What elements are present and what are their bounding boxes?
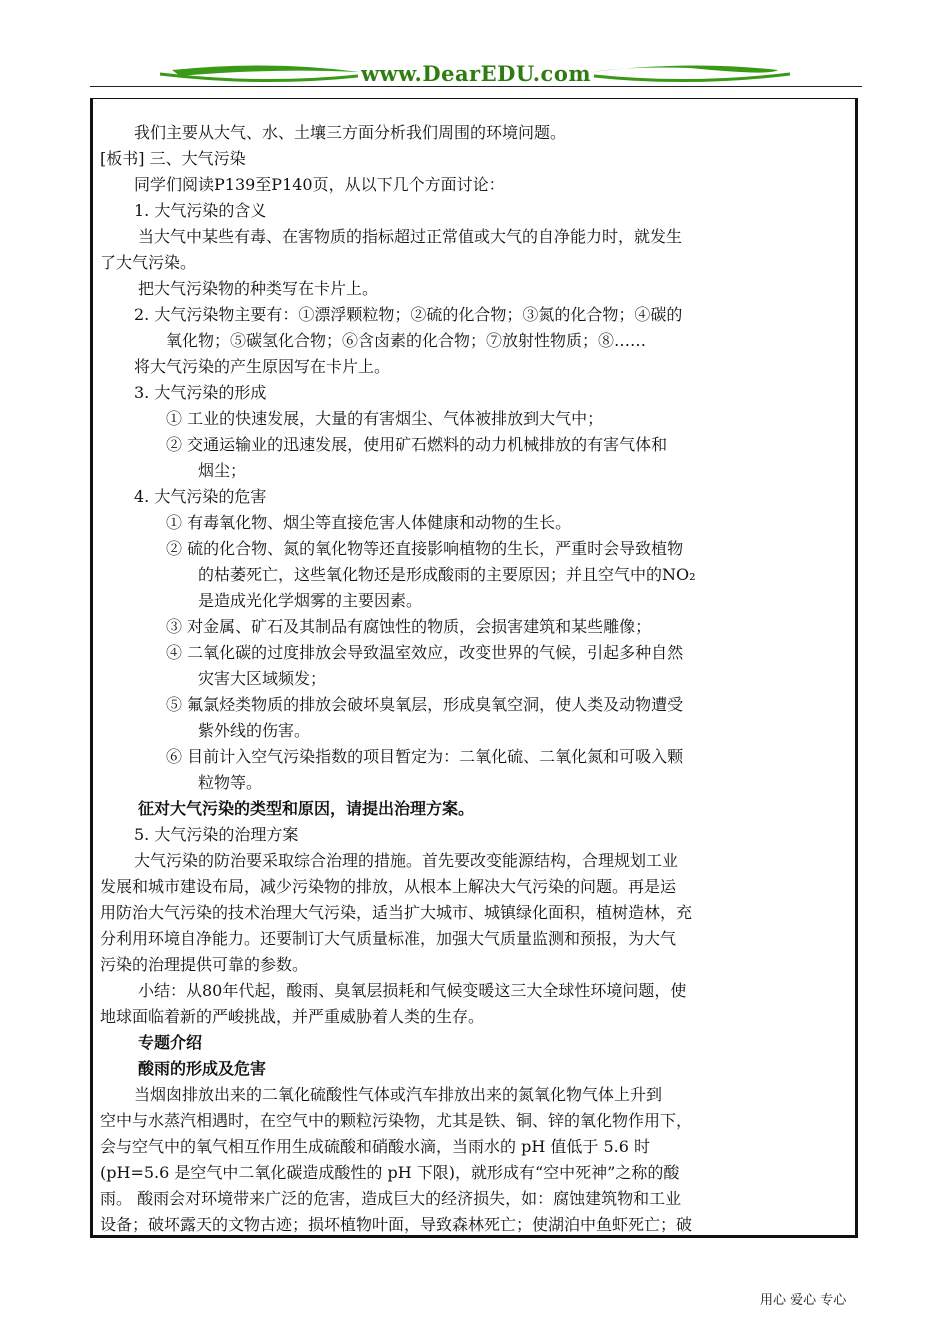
paragraph-line: (pH=5.6 是空气中二氧化碳造成酸性的 pH 下限)，就形成有“空中死神”之称的酸 [100,1163,680,1182]
list-heading: 3. 大气污染的形成 [134,383,267,402]
list-item-continuation: 紫外线的伤害。 [198,721,311,740]
header-rule [90,86,862,87]
list-heading: 2. 大气污染物主要有：①漂浮颗粒物；②硫的化合物；③氮的化合物；④碳的 [134,305,683,324]
section-heading: [板书] 三、大气污染 [100,149,246,168]
paragraph-line: 当烟囱排放出来的二氧化硫酸性气体或汽车排放出来的氮氧化物气体上升到 [134,1085,663,1104]
text-line: 同学们阅读P139至P140页，从以下几个方面讨论： [134,175,505,194]
text-line: 我们主要从大气、水、土壤三方面分析我们周围的环境问题。 [134,123,567,142]
text-line: 氧化物；⑤碳氢化合物；⑥含卤素的化合物；⑦放射性物质；⑧…… [166,331,647,350]
list-heading: 5. 大气污染的治理方案 [134,825,299,844]
list-item: ⑥ 目前计入空气污染指数的项目暂定为：二氧化硫、二氧化氮和可吸入颗 [166,747,684,766]
paragraph-line: 空中与水蒸汽相遇时，在空气中的颗粒污染物，尤其是铁、铜、锌的氧化物作用下， [100,1111,693,1130]
paragraph-line: 设备；破坏露天的文物古迹；损坏植物叶面，导致森林死亡；使湖泊中鱼虾死亡；破 [100,1215,693,1234]
topic-heading: 专题介绍 [138,1033,203,1052]
summary-line: 小结：从80年代起，酸雨、臭氧层损耗和气候变暖这三大全球性环境问题，使 [138,981,687,1000]
text-line: 当大气中某些有毒、在害物质的指标超过正常值或大气的自净能力时，就发生 [138,227,683,246]
footer-motto: 用心 爱心 专心 [760,1293,847,1308]
list-item: ① 有毒氧化物、烟尘等直接危害人体健康和动物的生长。 [166,513,572,532]
summary-line: 地球面临着新的严峻挑战，并严重威胁着人类的生存。 [100,1007,485,1026]
list-item: ④ 二氧化碳的过度排放会导致温室效应，改变世界的气候，引起多种自然 [166,643,684,662]
text-line: 了大气污染。 [100,253,197,272]
list-item-continuation: 烟尘； [198,461,247,480]
paragraph-line: 发展和城市建设布局，减少污染物的排放，从根本上解决大气污染的问题。再是运 [100,877,677,896]
list-item: ⑤ 氟氯烃类物质的排放会破坏臭氧层，形成臭氧空洞，使人类及动物遭受 [166,695,684,714]
text-line: 将大气污染的产生原因写在卡片上。 [134,357,391,376]
list-item: ② 硫的化合物、氮的氧化物等还直接影响植物的生长，严重时会导致植物 [166,539,684,558]
list-heading: 4. 大气污染的危害 [134,487,267,506]
list-item: ③ 对金属、矿石及其制品有腐蚀性的物质，会损害建筑和某些雕像； [166,617,652,636]
bold-prompt: 征对大气污染的类型和原因，请提出治理方案。 [138,799,475,818]
paragraph-line: 用防治大气污染的技术治理大气污染，适当扩大城市、城镇绿化面积，植树造林，充 [100,903,693,922]
topic-subheading: 酸雨的形成及危害 [138,1059,267,1078]
paragraph-line: 大气污染的防治要采取综合治理的措施。首先要改变能源结构，合理规划工业 [134,851,679,870]
list-item-continuation: 灾害大区域频发； [198,669,327,688]
paragraph-line: 会与空气中的氧气相互作用生成硫酸和硝酸水滴，当雨水的 pH 值低于 5.6 时 [100,1137,650,1156]
paragraph-line: 污染的治理提供可靠的参数。 [100,955,309,974]
list-item-continuation: 粒物等。 [198,773,263,792]
paragraph-line: 分利用环境自净能力。还要制订大气质量标准，加强大气质量监测和预报，为大气 [100,929,677,948]
list-item-continuation: 的枯萎死亡，这些氧化物还是形成酸雨的主要原因；并且空气中的NO₂ [198,565,696,584]
text-line: 把大气污染物的种类写在卡片上。 [138,279,379,298]
site-url[interactable]: www.DearEDU.com [360,61,592,86]
list-item-continuation: 是造成光化学烟雾的主要因素。 [198,591,423,610]
list-item: ② 交通运输业的迅速发展，使用矿石燃料的动力机械排放的有害气体和 [166,435,668,454]
list-item: ① 工业的快速发展，大量的有害烟尘、气体被排放到大气中； [166,409,604,428]
paragraph-line: 雨。 酸雨会对环境带来广泛的危害，造成巨大的经济损失，如：腐蚀建筑物和工业 [100,1189,682,1208]
list-heading: 1. 大气污染的含义 [134,201,267,220]
